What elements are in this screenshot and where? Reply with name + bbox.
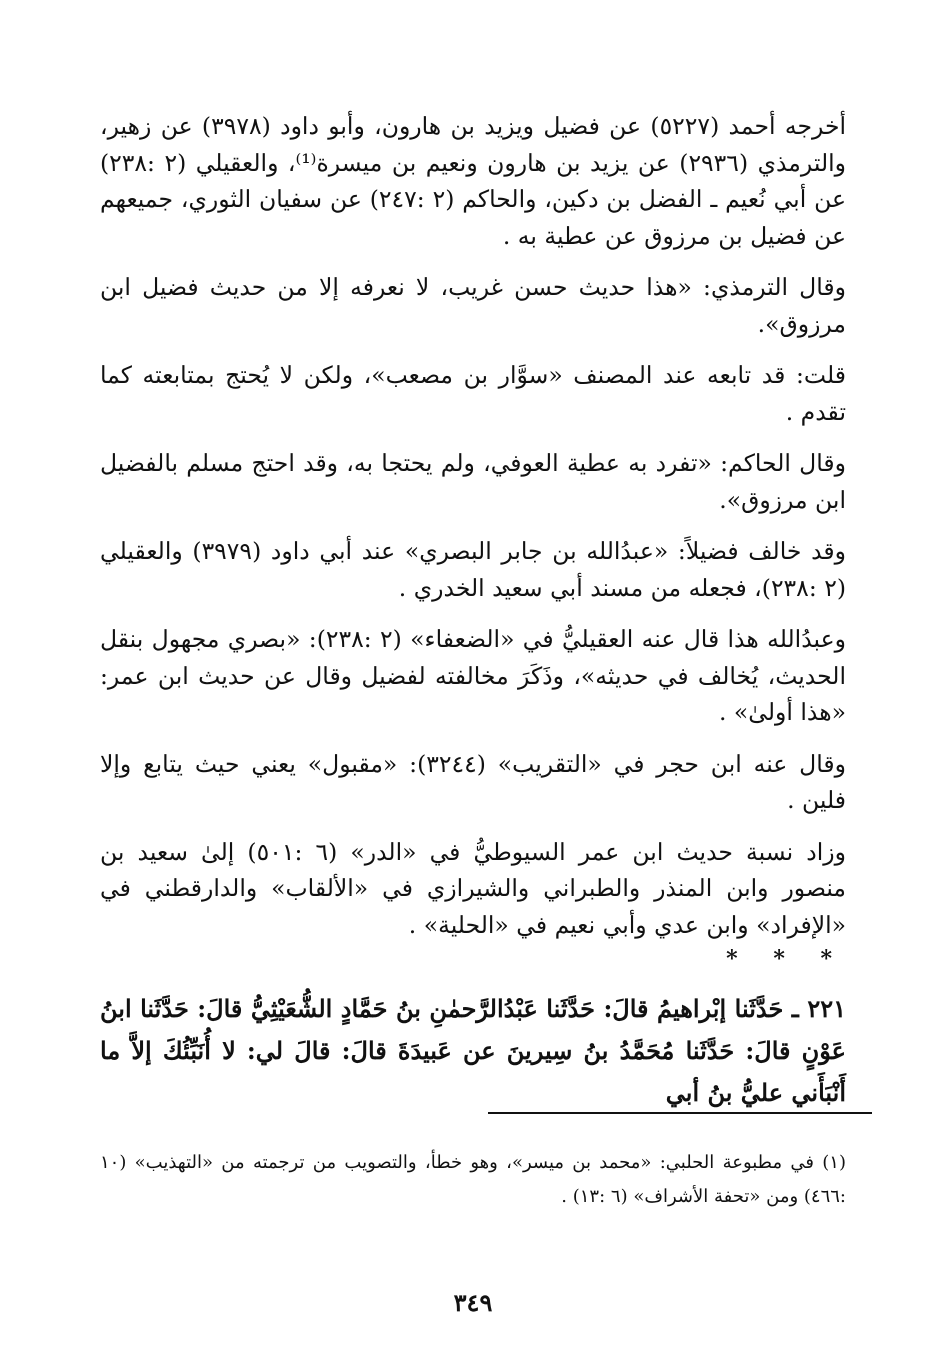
footnote-separator bbox=[488, 1112, 872, 1114]
paragraph-disagreement: وقد خالف فضيلاً: «عبدُالله بن جابر البصري» عند أبي داود (٣٩٧٩) والعقيلي (٢ :٢٣٨)، فجعله من مسند أبي سعيد الخدري . bbox=[100, 537, 846, 602]
page-number: ٣٤٩ bbox=[453, 1288, 493, 1317]
hadith-text: ٢٢١ ـ حَدَّثَنا إبْراهيمُ قالَ: حَدَّثَنا عَبْدُالرَّحمٰنِ بنُ حَمَّادٍ الشُّعَيْثِيُّ قالَ: حَدَّثَنا ابنُ عَوْنٍ قالَ: حَدَّثَنا مُحَمَّدُ بنُ سِيرينَ عن عَبيدَةَ قالَ: قالَ لي: لا أُنَبِّئُكَ إلاَّ ما أَنْبَأَني عليُّ بنُ أبي bbox=[100, 994, 846, 1107]
paragraph-uqayli: وعبدُالله هذا قال عنه العقيليُّ في «الضعفاء» (٢ :٢٣٨): «بصري مجهول بنقل الحديث، يُخالف في حديثه»، وذَكَرَ مخالفته لفضيل وقال عن حديث ابن عمر: «هذا أولىٰ» . bbox=[100, 625, 846, 726]
paragraph-takhrij: أخرجه أحمد (٥٢٢٧) عن فضيل ويزيد بن هارون، وأبو داود (٣٩٧٨) عن زهير، والترمذي (٢٩٣٦) عن يزيد بن هارون ونعيم بن ميسرة⁽¹⁾، والعقيلي (٢ :٢٣٨) عن أبي نُعيم ـ الفضل بن دكين، والحاكم (٢ :٢٤٧) عن سفيان الثوري، جميعهم عن فضيل بن مرزوق عن عطية به . bbox=[100, 112, 847, 250]
paragraph-comment: قلت: قد تابعه عند المصنف «سوَّار بن مصعب»، ولكن لا يُحتج بمتابعته كما تقدم . bbox=[100, 361, 846, 426]
paragraph-suyuti: وزاد نسبة حديث ابن عمر السيوطيُّ في «الدر» (٦ :٥٠١) إلىٰ سعيد بن منصور وابن المنذر والطبراني والشيرازي في «الألقاب» والدارقطني في «الإفراد» وابن عدي وأبي نعيم في «الحلية» . bbox=[100, 837, 846, 939]
footnote: (١) في مطبوعة الحلبي: «محمد بن ميسر»، وهو خطأ، والتصويب من ترجمته من «التهذيب» (١٠ :٤٦٦) ومن «تحفة الأشراف» (٦ :١٣) . bbox=[100, 1152, 846, 1207]
paragraph-hakim: وقال الحاكم: «تفرد به عطية العوفي، ولم يحتجا به، وقد احتج مسلم بالفضيل ابن مرزوق». bbox=[100, 449, 846, 514]
paragraph-ibn-hajar: وقال عنه ابن حجر في «التقريب» (٣٢٤٤): «مقبول» يعني حيث يتابع وإلا فلين . bbox=[100, 749, 846, 814]
main-text bbox=[100, 108, 846, 1114]
section-divider: * * * bbox=[726, 946, 846, 972]
paragraph-tirmidhi: وقال الترمذي: «هذا حديث حسن غريب، لا نعرفه إلا من حديث فضيل ابن مرزوق». bbox=[100, 273, 846, 338]
